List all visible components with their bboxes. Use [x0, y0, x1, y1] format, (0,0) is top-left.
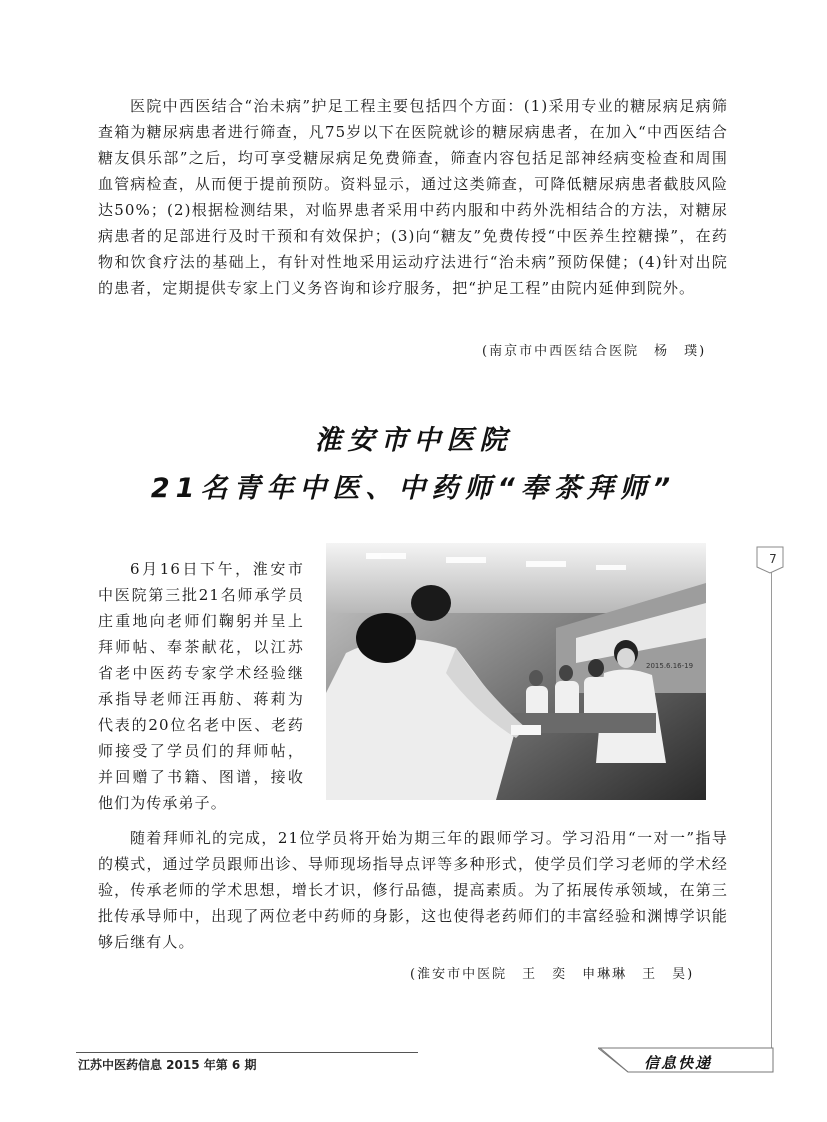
- article2-attribution: (淮安市中医院 王 奕 申琳琳 王 昊): [410, 967, 695, 982]
- footer-rule: [76, 1052, 418, 1053]
- article2-title-line2: 21名青年中医、中药师“奉茶拜师”: [150, 473, 677, 504]
- ceremony-photo: [326, 543, 706, 800]
- article2-para2: 随着拜师礼的完成，21位学员将开始为期三年的跟师学习。学习沿用“一对一”指导的模式，通过学员跟师出诊、导师现场指导点评等多种形式，使学员们学习老师的学术经验，传承老师的学术思想，增长才识，修行品德，提高素质。为了拓展传承领域，在第三批传承导师中，出现了两位老中药师的身影，这也使得老药师们的丰富经验和渊博学识能够后继有人。: [98, 829, 728, 951]
- margin-rule: [771, 548, 772, 1053]
- article2-para1: 6月16日下午，淮安市中医院第三批21名师承学员庄重地向老师们鞠躬并呈上拜师帖、奉茶献花，以江苏省老中医药专家学术经验继承指导老师汪再舫、蒋莉为代表的20位名老中医、老药师接受了学员们的拜师帖，并回赠了书籍、图谱，接收他们为传承弟子。: [98, 560, 304, 812]
- photo-banner-date: 2015.6.16-19: [646, 662, 694, 670]
- journal-footer: 江苏中医药信息 2015 年第 6 期: [78, 1058, 257, 1072]
- article1-attribution: (南京市中西医结合医院 杨 璞): [482, 344, 707, 359]
- article1-body: 医院中西医结合“治未病”护足工程主要包括四个方面：(1)采用专业的糖尿病足病筛查箱为糖尿病患者进行筛查，凡75岁以下在医院就诊的糖尿病患者，在加入“中西医结合糖友俱乐部”之后，均可享受糖尿病足免费筛查，筛查内容包括足部神经病变检查和周围血管病检查，从而便于提前预防。资料显示，通过这类筛查，可降低糖尿病患者截肢风险达50%；(2)根据检测结果，对临界患者采用中药内服和中药外洗相结合的方法，对糖尿病患者的足部进行及时干预和有效保护；(3)向“糖友”免费传授“中医养生控糖操”，在药物和饮食疗法的基础上，有针对性地采用运动疗法进行“治未病”预防保健；(4)针对出院的患者，定期提供专家上门义务咨询和诊疗服务，把“护足工程”由院内延伸到院外。: [98, 97, 728, 297]
- article2-title-line1: 淮安市中医院: [314, 425, 513, 456]
- page-number: 7: [769, 552, 777, 566]
- section-label: 信息快递: [644, 1054, 713, 1072]
